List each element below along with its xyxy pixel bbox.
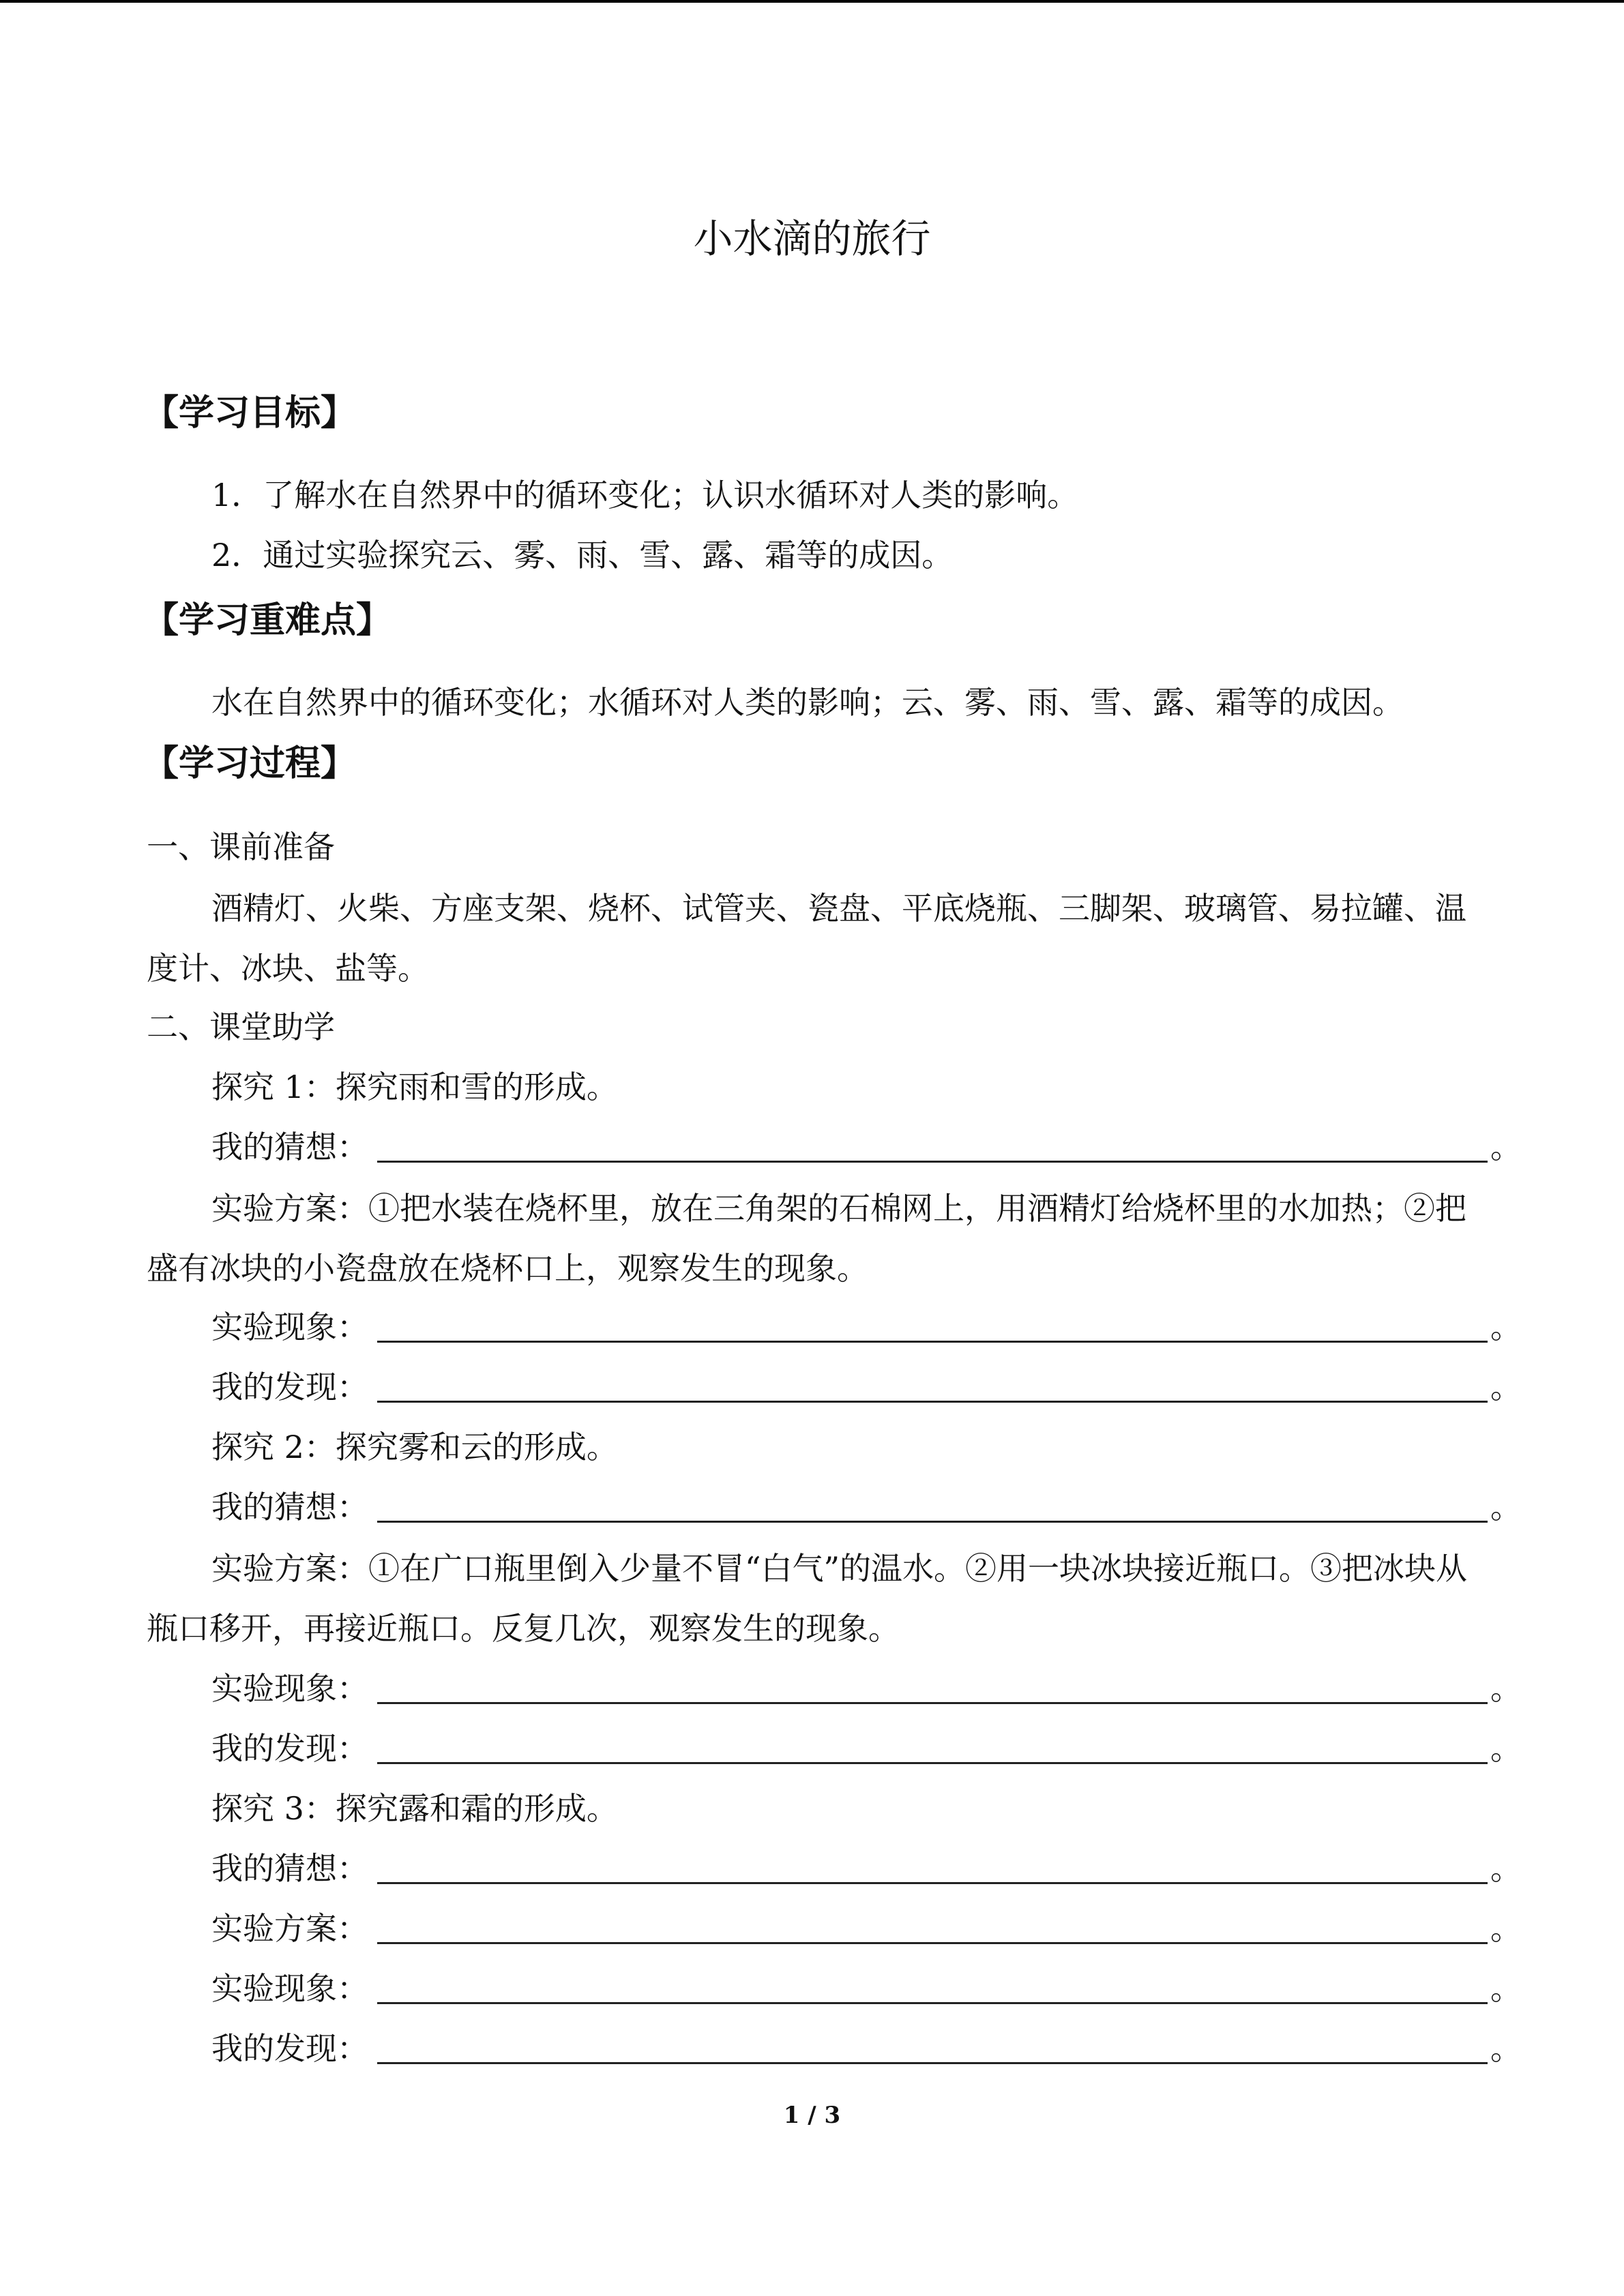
part1-materials: 酒精灯、火柴、方座支架、烧杯、试管夹、瓷盘、平底烧瓶、三脚架、玻璃管、易拉罐、温度计、冰块、盐等。 (147, 890, 1466, 987)
period: 。 (1490, 1670, 1522, 1707)
section-heading-keypoints: 【学习重难点】 (143, 600, 392, 641)
inquiry2-phenomenon-field[interactable] (211, 1661, 1522, 1716)
inquiry1-plan: 实验方案：①把水装在烧杯里，放在三角架的石棉网上，用酒精灯给烧杯里的水加热；②把盛有冰块的小瓷盘放在烧杯口上，观察发生的现象。 (147, 1190, 1466, 1287)
inquiry2-plan: 实验方案：①在广口瓶里倒入少量不冒“白气”的温水。②用一块冰块接近瓶口。③把冰块从瓶口移开，再接近瓶口。反复几次，观察发生的现象。 (147, 1550, 1468, 1647)
blank-line[interactable] (377, 1521, 1488, 1523)
goal-item: 2．通过实验探究云、雾、雨、雪、露、霜等的成因。 (211, 537, 954, 573)
period: 。 (1490, 1129, 1522, 1165)
blank-line[interactable] (377, 1161, 1488, 1163)
blank-line[interactable] (377, 2062, 1488, 2064)
period: 。 (1490, 1489, 1522, 1525)
goal-item: 1．了解水在自然界中的循环变化；认识水循环对人类的影响。 (211, 477, 1079, 513)
blank-line[interactable] (377, 1341, 1488, 1343)
inquiry2-finding-field[interactable] (211, 1721, 1522, 1776)
top-border-line (0, 0, 1624, 3)
blank-line[interactable] (377, 1882, 1488, 1884)
inquiry1-phenomenon-field[interactable] (211, 1300, 1522, 1354)
period: 。 (1490, 1369, 1522, 1405)
field-label: 实验现象： (211, 1670, 368, 1707)
part1-heading: 一、课前准备 (147, 829, 335, 865)
blank-line[interactable] (377, 1401, 1488, 1403)
inquiry2-guess-field[interactable] (211, 1480, 1522, 1534)
field-label: 我的猜想： (211, 1129, 368, 1165)
inquiry3-plan-field[interactable] (211, 1901, 1522, 1956)
inquiry1-finding-field[interactable] (211, 1360, 1522, 1414)
blank-line[interactable] (377, 1762, 1488, 1764)
period: 。 (1490, 1850, 1522, 1887)
field-label: 我的发现： (211, 1369, 368, 1405)
field-label: 实验现象： (211, 1309, 368, 1345)
inquiry3-guess-field[interactable] (211, 1841, 1522, 1896)
field-label: 我的猜想： (211, 1489, 368, 1525)
inquiry3-finding-field[interactable] (211, 2021, 1522, 2076)
period: 。 (1490, 2030, 1522, 2067)
period: 。 (1490, 1309, 1522, 1345)
part2-heading: 二、课堂助学 (147, 1009, 335, 1045)
inquiry3-phenomenon-field[interactable] (211, 1961, 1522, 2016)
field-label: 我的发现： (211, 2030, 368, 2067)
keypoints-text: 水在自然界中的循环变化；水循环对人类的影响；云、雾、雨、雪、露、霜等的成因。 (211, 684, 1404, 721)
field-label: 实验现象： (211, 1970, 368, 2007)
field-label: 我的猜想： (211, 1850, 368, 1887)
period: 。 (1490, 1730, 1522, 1767)
inquiry1-title: 探究 1：探究雨和雪的形成。 (211, 1069, 618, 1105)
page-title: 小水滴的旅行 (693, 215, 931, 262)
page-number: 1 / 3 (783, 2102, 841, 2129)
blank-line[interactable] (377, 2002, 1488, 2004)
blank-line[interactable] (377, 1702, 1488, 1704)
inquiry1-guess-field[interactable] (211, 1120, 1522, 1174)
field-label: 实验方案： (211, 1910, 368, 1947)
inquiry2-title: 探究 2：探究雾和云的形成。 (211, 1429, 618, 1465)
field-label: 我的发现： (211, 1730, 368, 1767)
period: 。 (1490, 1910, 1522, 1947)
blank-line[interactable] (377, 1942, 1488, 1944)
section-heading-process: 【学习过程】 (143, 743, 357, 784)
section-heading-goals: 【学习目标】 (143, 393, 357, 434)
period: 。 (1490, 1970, 1522, 2007)
inquiry3-title: 探究 3：探究露和霜的形成。 (211, 1790, 618, 1827)
